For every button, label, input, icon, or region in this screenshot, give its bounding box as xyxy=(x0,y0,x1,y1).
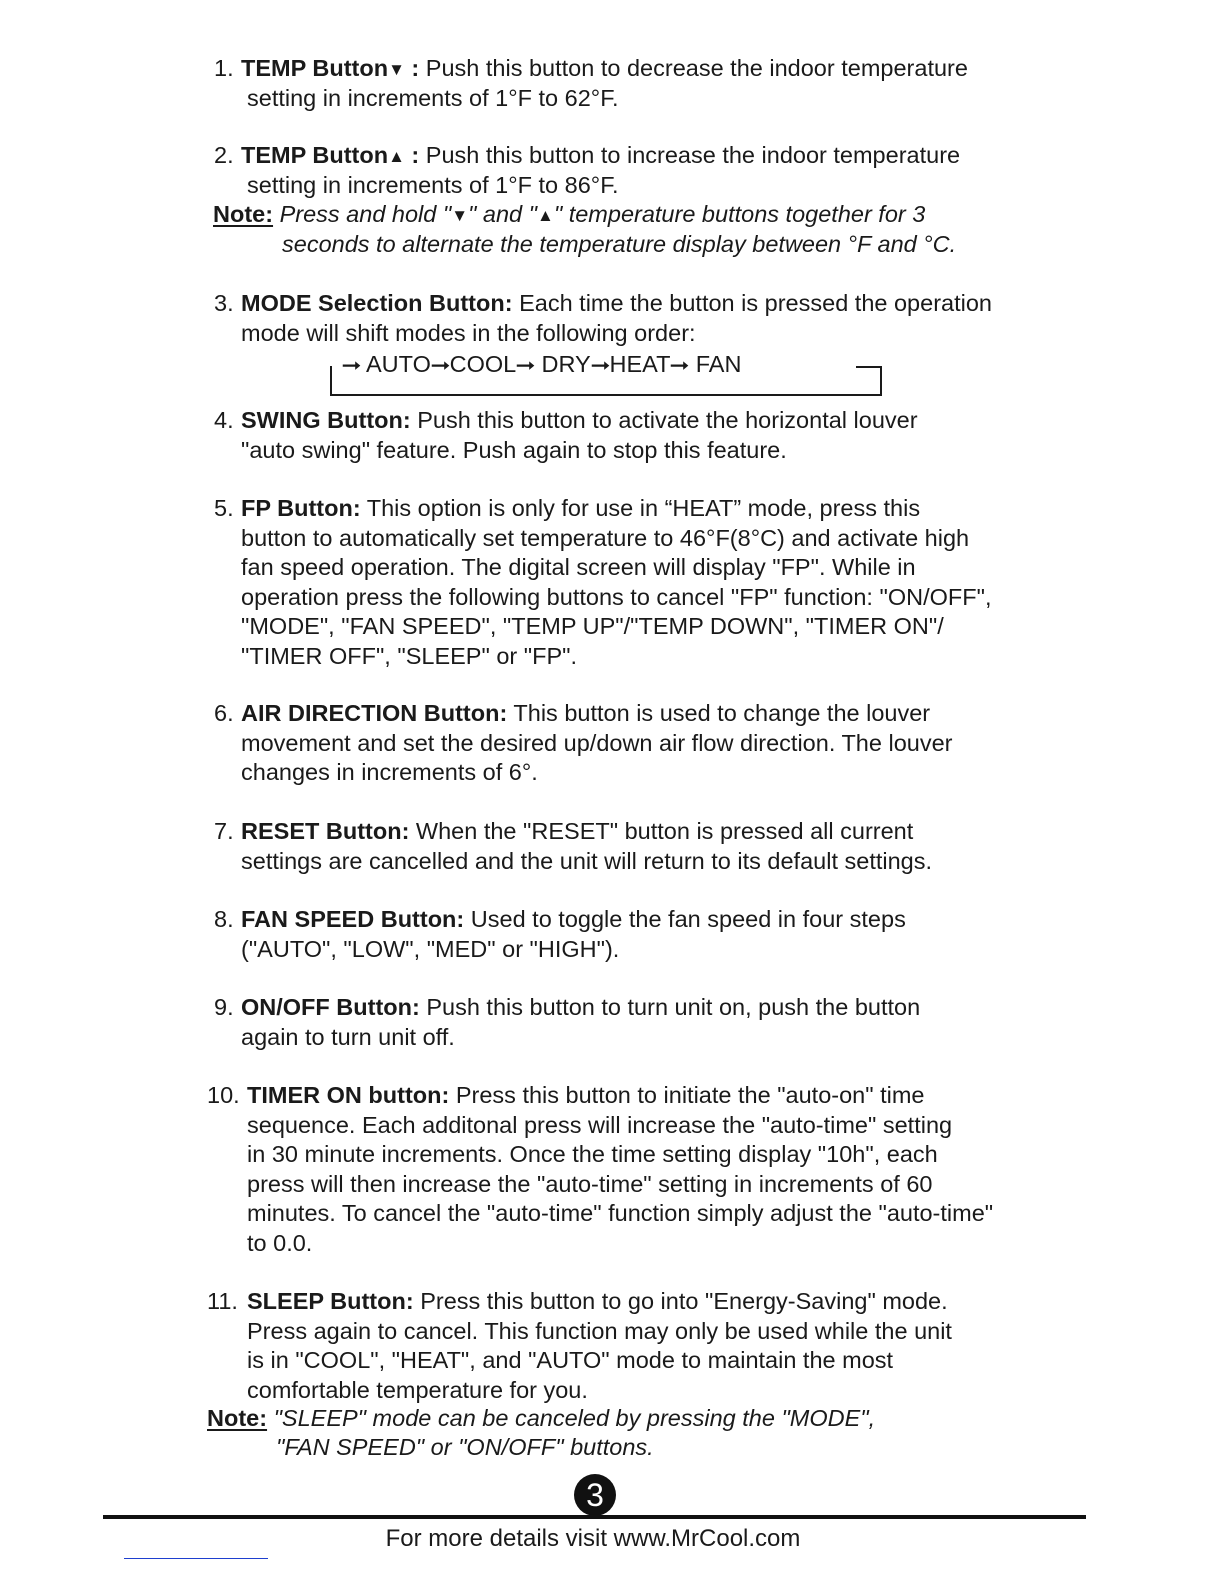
item-text-line: again to turn unit off. xyxy=(241,1023,455,1050)
item-label: SWING Button: xyxy=(241,407,411,433)
footer-link-underline xyxy=(124,1558,268,1559)
cycle-loop-cap xyxy=(856,366,881,368)
note-text: "FAN SPEED" or "ON/OFF" buttons. xyxy=(276,1434,654,1460)
item-first-line xyxy=(241,494,920,524)
mode-sequence xyxy=(342,350,741,381)
item-number: 7. xyxy=(214,818,234,844)
note-sleep-cancel-line2 xyxy=(276,1433,654,1463)
item-label: SLEEP Button: xyxy=(247,1288,414,1314)
item-label-suffix: : xyxy=(404,55,420,81)
mode-cool: COOL xyxy=(449,351,517,377)
note-temp-units xyxy=(213,200,925,231)
item-text: Push this button to decrease the indoor temperature xyxy=(419,55,968,81)
item-text-line: operation press the following buttons to cancel "FP" function: "ON/OFF", xyxy=(241,583,992,610)
item-text: Each time the button is pressed the operation xyxy=(512,290,992,316)
item-text: This option is only for use in “HEAT” mode, press this xyxy=(360,495,921,521)
note-text: seconds to alternate the temperature display between °F and °C. xyxy=(282,231,957,257)
item-text: Push this button to turn unit on, push the button xyxy=(419,994,921,1020)
item-text-line: is in "COOL", "HEAT", and "AUTO" mode to maintain the most xyxy=(247,1347,894,1373)
mode-cycle-diagram xyxy=(330,348,882,396)
footer-text: For more details visit www.MrCool.com xyxy=(385,1525,801,1552)
item-number: 8. xyxy=(214,906,234,932)
arrow-right-icon: ➞ xyxy=(515,355,536,377)
item-text-line: setting in increments of 1°F to 86°F. xyxy=(247,171,619,198)
item-text-line: in 30 minute increments. Once the time setting display "10h", each xyxy=(247,1141,938,1167)
item-text-line: comfortable temperature for you. xyxy=(247,1376,588,1403)
item-text: This button is used to change the louver xyxy=(507,700,931,726)
item-number: 6. xyxy=(214,700,234,726)
mode-fan: FAN xyxy=(695,351,742,377)
item-label: TEMP Button xyxy=(241,55,389,81)
note-text-part: Press and hold " xyxy=(273,201,452,227)
item-text-line: mode will shift modes in the following order: xyxy=(241,319,696,346)
item-label: RESET Button: xyxy=(241,818,410,844)
item-text-line: ("AUTO", "LOW", "MED" or "HIGH"). xyxy=(241,935,620,962)
item-label: FP Button: xyxy=(241,495,361,521)
item-label: FAN SPEED Button: xyxy=(241,906,465,932)
item-label: AIR DIRECTION Button: xyxy=(241,700,508,726)
item-number: 11. xyxy=(207,1288,238,1314)
item-first-line xyxy=(241,406,918,436)
note-text: "SLEEP" mode can be canceled by pressing the "MODE", xyxy=(267,1405,876,1431)
item-text: Press this button to initiate the "auto-on" time xyxy=(449,1082,925,1108)
item-number: 1. xyxy=(214,55,234,81)
arrow-right-icon: ➞ xyxy=(669,355,690,377)
item-label: TIMER ON button: xyxy=(247,1082,450,1108)
item-text-line: "MODE", "FAN SPEED", "TEMP UP"/"TEMP DOWN", "TIMER ON"/ xyxy=(241,613,944,639)
item-label-suffix: : xyxy=(404,142,420,168)
item-text-line: "TIMER OFF", "SLEEP" or "FP". xyxy=(241,642,578,669)
triangle-up-icon: ▲ xyxy=(537,206,554,225)
footer-divider xyxy=(103,1515,1086,1519)
item-text: Used to toggle the fan speed in four steps xyxy=(464,906,906,932)
item-label: TEMP Button xyxy=(241,142,389,168)
arrow-right-icon: ➞ xyxy=(341,355,362,377)
item-number: 9. xyxy=(214,994,234,1020)
item-number: 10. xyxy=(207,1082,240,1108)
item-text-line: sequence. Each additonal press will increase the "auto-time" setting xyxy=(247,1111,953,1138)
mode-auto: AUTO xyxy=(366,351,431,377)
mode-dry: DRY xyxy=(541,351,591,377)
item-text-line: fan speed operation. The digital screen will display "FP". While in xyxy=(241,554,916,580)
item-first-line xyxy=(247,1287,948,1317)
note-text-part: " temperature buttons together for 3 xyxy=(553,201,926,227)
item-number: 5. xyxy=(214,495,234,521)
item-first-line xyxy=(241,905,906,935)
item-first-line xyxy=(241,54,968,85)
item-first-line xyxy=(241,817,913,847)
item-text-line: Press again to cancel. This function may only be used while the unit xyxy=(247,1317,952,1344)
item-text-line: button to automatically set temperature to 46°F(8°C) and activate high xyxy=(241,524,970,551)
item-text-line: setting in increments of 1°F to 62°F. xyxy=(247,84,619,111)
item-text-line: minutes. To cancel the "auto-time" function simply adjust the "auto-time" xyxy=(247,1200,994,1226)
item-first-line xyxy=(241,141,960,172)
item-text-line: to 0.0. xyxy=(247,1229,313,1256)
triangle-up-icon: ▲ xyxy=(388,147,405,166)
triangle-down-icon: ▼ xyxy=(451,206,469,225)
item-text-line: press will then increase the "auto-time" setting in increments of 60 xyxy=(247,1170,933,1197)
item-label: ON/OFF Button: xyxy=(241,994,420,1020)
item-text-line: "auto swing" feature. Push again to stop this feature. xyxy=(241,436,787,463)
mode-heat: HEAT xyxy=(609,351,671,377)
item-label: MODE Selection Button: xyxy=(241,290,513,316)
item-text: Push this button to activate the horizontal louver xyxy=(410,407,918,433)
item-number: 3. xyxy=(214,290,234,316)
item-text-line: movement and set the desired up/down air flow direction. The louver xyxy=(241,729,953,756)
note-text-part: " and " xyxy=(468,201,537,227)
note-sleep-cancel xyxy=(207,1404,875,1434)
triangle-down-icon: ▼ xyxy=(388,60,405,79)
arrow-right-icon: ➞ xyxy=(590,355,611,377)
item-first-line xyxy=(247,1081,925,1111)
item-number: 2. xyxy=(214,142,234,168)
note-label: Note: xyxy=(213,201,274,227)
item-number: 4. xyxy=(214,407,234,433)
item-text-line: changes in increments of 6°. xyxy=(241,759,538,785)
arrow-right-icon: ➞ xyxy=(430,355,451,377)
item-text: Push this button to increase the indoor temperature xyxy=(419,142,961,168)
item-first-line xyxy=(241,993,920,1023)
note-label: Note: xyxy=(207,1405,268,1431)
page-number-badge: 3 xyxy=(574,1474,616,1516)
item-text: When the "RESET" button is pressed all current xyxy=(409,818,914,844)
item-first-line xyxy=(241,289,992,319)
item-first-line xyxy=(241,699,930,729)
item-text-line: settings are cancelled and the unit will return to its default settings. xyxy=(241,847,933,874)
item-text: Press this button to go into "Energy-Saving" mode. xyxy=(413,1288,948,1314)
note-text xyxy=(273,201,925,227)
note-temp-units-line2 xyxy=(282,230,956,260)
